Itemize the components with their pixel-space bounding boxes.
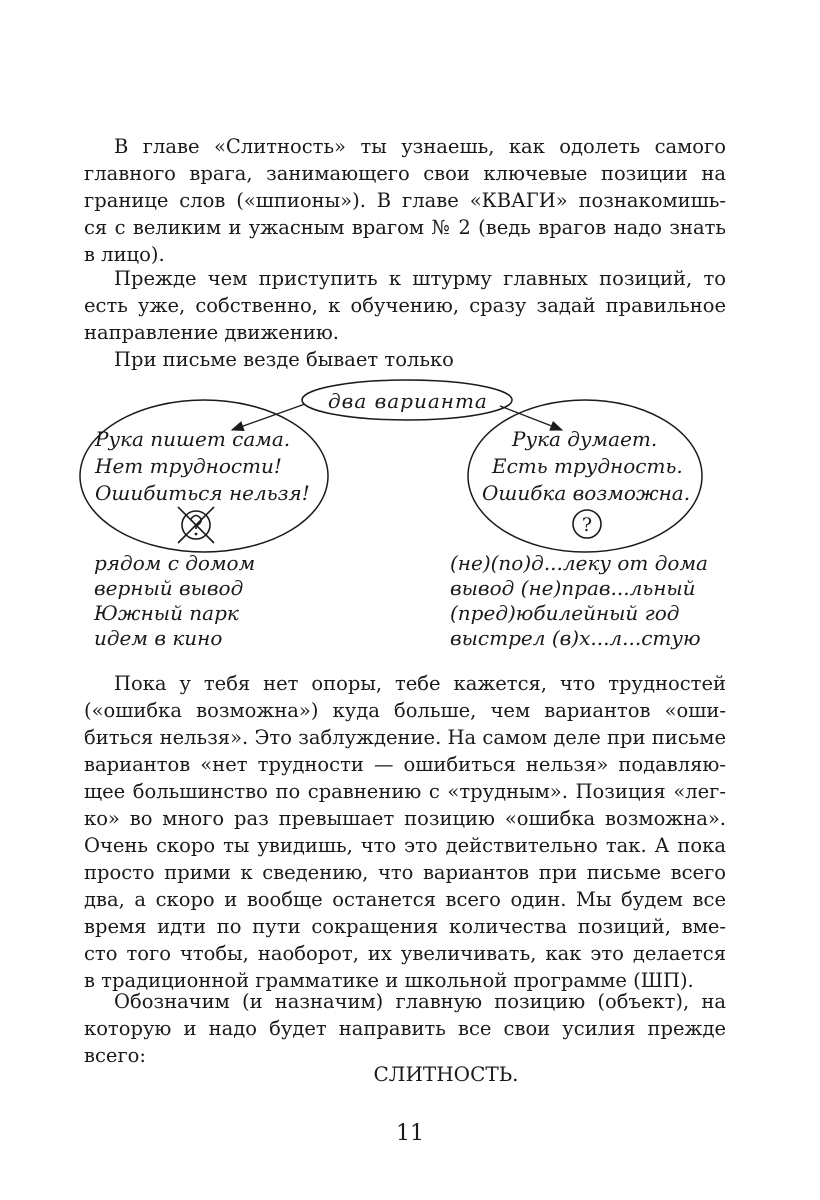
key-word-heading: СЛИТНОСТЬ.: [373, 1062, 519, 1086]
text-line: два, а скоро и вообще останется всего один. Мы будем все: [84, 888, 726, 911]
page-number: 11: [396, 1121, 424, 1146]
text-line: в лицо).: [84, 243, 165, 266]
text-line: всего:: [84, 1044, 146, 1067]
text-line: Очень скоро ты увидишь, что это действительно так. А пока: [84, 834, 726, 857]
text-line: щее большинство по сравнению с «трудным». Позиция «лег-: [84, 780, 726, 803]
text-line: Пока у тебя нет опоры, тебе кажется, что трудностей: [114, 672, 726, 695]
text-line: просто прими к сведению, что вариантов при письме всего: [84, 861, 726, 884]
right-bubble-line: Рука думает.: [512, 427, 658, 451]
text-line: («ошибка возможна») куда больше, чем вариантов «оши-: [84, 699, 726, 722]
right-bubble-line: Ошибка возможна.: [482, 481, 691, 505]
paragraph-main-position: [84, 988, 726, 1069]
left-bubble-line: Ошибиться нельзя!: [95, 481, 310, 505]
paragraph-misconception: [84, 670, 726, 994]
text-line: сто того чтобы, наоборот, их увеличивать, как это делается: [84, 942, 726, 965]
text-line: Прежде чем приступить к штурму главных позиций, то: [114, 267, 726, 290]
example-item: рядом с домом: [94, 551, 256, 575]
right-bubble-line: Есть трудность.: [492, 454, 683, 478]
question-mark: ?: [581, 514, 593, 536]
text-line: в традиционной грамматике и школьной программе (ШП).: [84, 969, 694, 992]
text-line: Обозначим (и назначим) главную позицию (объект), на: [114, 990, 726, 1013]
text-line: вариантов «нет трудности — ошибиться нельзя» подавляю-: [84, 753, 726, 776]
left-bubble-line: Рука пишет сама.: [95, 427, 291, 451]
example-item: идем в кино: [94, 626, 223, 650]
text-line: направление движению.: [84, 321, 339, 344]
example-item: Южный парк: [94, 601, 239, 625]
text-line: границе слов («шпионы»). В главе «КВАГИ» познакомишь-: [84, 189, 726, 212]
example-item: вывод (не)прав...льный: [450, 576, 696, 600]
example-item: выстрел (в)х...л...стую: [450, 626, 701, 650]
crossed-question-icon: [178, 507, 214, 543]
text-line: ко» во много раз превышает позицию «ошибка возможна».: [84, 807, 726, 830]
text-line: есть уже, собственно, к обучению, сразу задай правильное: [84, 294, 726, 317]
text-line: ся с великим и ужасным врагом № 2 (ведь врагов надо знать: [84, 216, 726, 239]
difficult-examples: [450, 551, 708, 651]
example-item: (не)(по)д...леку от дома: [450, 551, 708, 575]
easy-examples: [94, 551, 255, 651]
text-line: При письме везде бывает только: [114, 348, 454, 371]
example-item: верный вывод: [94, 576, 244, 600]
left-bubble-line: Нет трудности!: [95, 454, 282, 478]
text-line: которую и надо будет направить все свои усилия прежде: [84, 1017, 726, 1040]
text-line: биться нельзя». Это заблуждение. На самом деле при письме: [84, 726, 726, 749]
example-item: (пред)юбилейный год: [450, 601, 680, 625]
question-circle-icon: [573, 510, 601, 538]
text-line: главного врага, занимающего свои ключевые позиции на: [84, 162, 726, 185]
two-variants-label: два варианта: [328, 389, 488, 413]
text-line: время идти по пути сокращения количества позиций, вме-: [84, 915, 726, 938]
text-line: В главе «Слитность» ты узнаешь, как одолеть самого: [114, 135, 726, 158]
